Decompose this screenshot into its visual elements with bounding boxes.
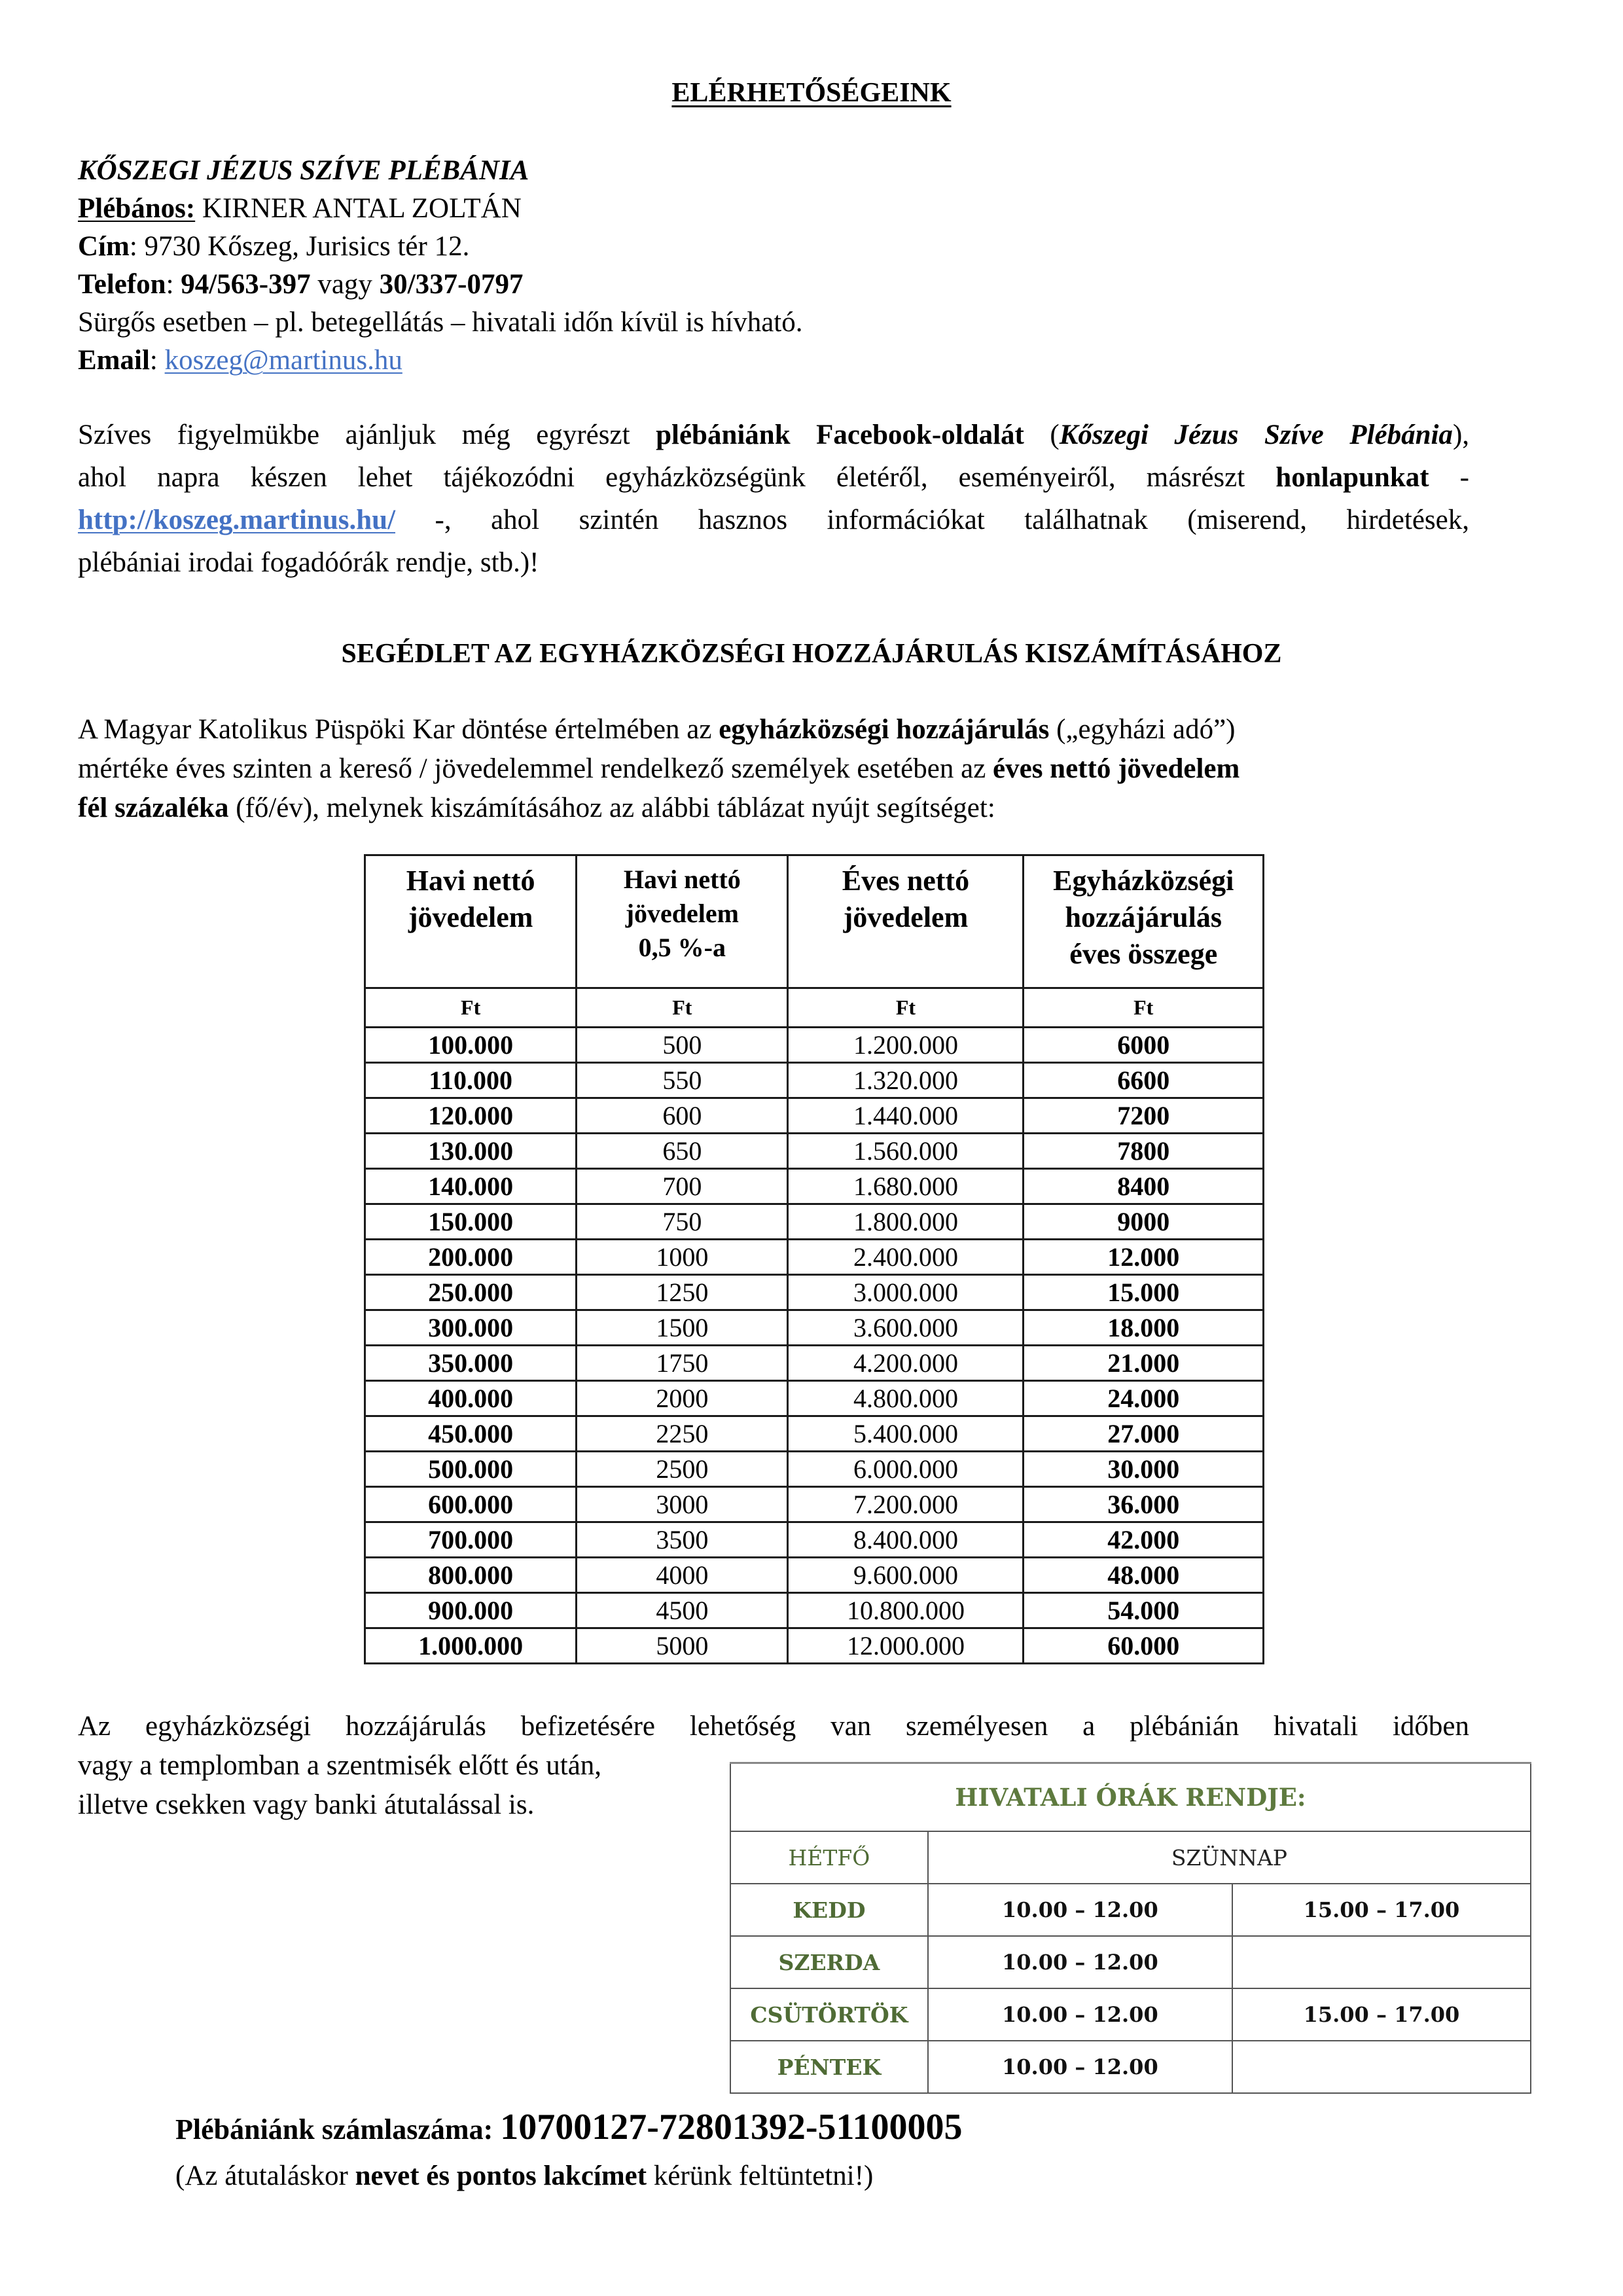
monthly-net-cell: 450.000 [365, 1416, 577, 1452]
contribution-cell: 48.000 [1024, 1558, 1264, 1593]
email-link[interactable]: koszeg@martinus.hu [164, 345, 402, 376]
contribution-cell: 27.000 [1024, 1416, 1264, 1452]
annual-net-cell: 3.000.000 [788, 1275, 1024, 1310]
office-row-wednesday: SZERDA 10.00 – 12.00 [730, 1936, 1531, 1988]
office-hours-title: HIVATALI ÓRÁK RENDJE: [730, 1763, 1531, 1832]
contribution-cell: 6600 [1024, 1063, 1264, 1098]
monthly-net-cell: 800.000 [365, 1558, 577, 1593]
office-hours-table [730, 1762, 1531, 2094]
contribution-cell: 8400 [1024, 1169, 1264, 1204]
annual-net-cell: 1.800.000 [788, 1204, 1024, 1240]
contribution-cell: 15.000 [1024, 1275, 1264, 1310]
half-percent-cell: 3500 [577, 1522, 788, 1558]
annual-net-cell: 5.400.000 [788, 1416, 1024, 1452]
contribution-cell: 6000 [1024, 1028, 1264, 1063]
website-link[interactable]: http://koszeg.martinus.hu/ [78, 505, 396, 535]
office-row-thursday: CSÜTÖRTÖK 10.00 – 12.00 15.00 – 17.00 [730, 1988, 1531, 2041]
table-row [365, 1558, 1264, 1593]
annual-net-cell: 9.600.000 [788, 1558, 1024, 1593]
contribution-cell: 7200 [1024, 1098, 1264, 1134]
contribution-cell: 18.000 [1024, 1310, 1264, 1346]
payment-paragraph: Az egyházközségi hozzájárulás befizetésére lehetőség van személyesen a plébánián hivatali időben vagy a templomban a szentmisék előtt és után, illetve csekken vagy banki átutalással is. [78, 1711, 1469, 1820]
table-row [365, 1628, 1264, 1664]
annual-net-cell: 4.800.000 [788, 1381, 1024, 1416]
table-row [365, 1204, 1264, 1240]
annual-net-cell: 1.320.000 [788, 1063, 1024, 1098]
contribution-cell: 12.000 [1024, 1240, 1264, 1275]
contribution-cell: 60.000 [1024, 1628, 1264, 1664]
office-row-friday: PÉNTEK 10.00 – 12.00 [730, 2041, 1531, 2093]
table-row [365, 1028, 1264, 1063]
half-percent-cell: 650 [577, 1134, 788, 1169]
monthly-net-cell: 900.000 [365, 1593, 577, 1628]
info-paragraph: Szíves figyelmükbe ajánljuk még egyrészt plébániánk Facebook-oldalát (Kőszegi Jézus Szíve Plébánia), ahol napra készen lehet tájékozódni egyházközségünk életéről, eseményeiről, másrészt honlapunkat - http://koszeg.martinus.hu/ -, ahol szintén hasznos információkat találhatnak (miserend, hirdetések, plébániai irodai fogadóórák rendje, stb.)! [78, 420, 1470, 578]
table-row [365, 1416, 1264, 1452]
annual-net-cell: 1.200.000 [788, 1028, 1024, 1063]
annual-net-cell: 1.680.000 [788, 1169, 1024, 1204]
transfer-note: (Az átutaláskor nevet és pontos lakcímet kérünk feltüntetni!) [175, 2161, 874, 2191]
table-row [365, 1063, 1264, 1098]
contribution-cell: 30.000 [1024, 1452, 1264, 1487]
annual-net-cell: 4.200.000 [788, 1346, 1024, 1381]
contribution-cell: 42.000 [1024, 1522, 1264, 1558]
annual-net-cell: 7.200.000 [788, 1487, 1024, 1522]
half-percent-cell: 2000 [577, 1381, 788, 1416]
half-percent-cell: 5000 [577, 1628, 788, 1664]
half-percent-cell: 1250 [577, 1275, 788, 1310]
calc-heading: SEGÉDLET AZ EGYHÁZKÖZSÉGI HOZZÁJÁRULÁS KISZÁMÍTÁSÁHOZ [341, 639, 1282, 669]
address-line: Cím: 9730 Kőszeg, Jurisics tér 12. [78, 231, 470, 262]
contact-block [78, 152, 802, 380]
monthly-net-cell: 700.000 [365, 1522, 577, 1558]
priest-line: Plébános: KIRNER ANTAL ZOLTÁN [78, 193, 522, 224]
urgent-note: Sürgős esetben – pl. betegellátás – hivatali időn kívül is hívható. [78, 307, 803, 338]
table-row [365, 1381, 1264, 1416]
half-percent-cell: 2500 [577, 1452, 788, 1487]
col-header-annual-net: Éves nettó jövedelem [788, 855, 1024, 988]
contribution-cell: 36.000 [1024, 1487, 1264, 1522]
half-percent-cell: 1750 [577, 1346, 788, 1381]
contribution-cell: 54.000 [1024, 1593, 1264, 1628]
monthly-net-cell: 130.000 [365, 1134, 577, 1169]
phone-2[interactable]: 30/337-0797 [379, 269, 524, 300]
monthly-net-cell: 140.000 [365, 1169, 577, 1204]
half-percent-cell: 500 [577, 1028, 788, 1063]
half-percent-cell: 1000 [577, 1240, 788, 1275]
monthly-net-cell: 100.000 [365, 1028, 577, 1063]
table-row [365, 1452, 1264, 1487]
annual-net-cell: 8.400.000 [788, 1522, 1024, 1558]
monthly-net-cell: 110.000 [365, 1063, 577, 1098]
monthly-net-cell: 300.000 [365, 1310, 577, 1346]
half-percent-cell: 4000 [577, 1558, 788, 1593]
half-percent-cell: 550 [577, 1063, 788, 1098]
annual-net-cell: 10.800.000 [788, 1593, 1024, 1628]
unit-row: Ft Ft Ft Ft [365, 988, 1264, 1028]
annual-net-cell: 2.400.000 [788, 1240, 1024, 1275]
table-row [365, 1275, 1264, 1310]
col-header-contribution: Egyházközségi hozzájárulás éves összege [1024, 855, 1264, 988]
table-row [365, 1169, 1264, 1204]
monthly-net-cell: 400.000 [365, 1381, 577, 1416]
table-header-row [365, 855, 1264, 988]
phone-1[interactable]: 94/563-397 [181, 269, 311, 300]
col-header-half-percent: Havi nettó jövedelem 0,5 %-a [577, 855, 788, 988]
half-percent-cell: 1500 [577, 1310, 788, 1346]
contribution-cell: 7800 [1024, 1134, 1264, 1169]
annual-net-cell: 3.600.000 [788, 1310, 1024, 1346]
parish-name: KŐSZEGI JÉZUS SZÍVE PLÉBÁNIA [78, 155, 529, 186]
annual-net-cell: 12.000.000 [788, 1628, 1024, 1664]
bank-account: Plébániánk számlaszáma: 10700127-72801392-51100005 [175, 2107, 963, 2147]
table-row [365, 1522, 1264, 1558]
contacts-heading: ELÉRHETŐSÉGEINK [671, 78, 952, 108]
table-row [365, 1134, 1264, 1169]
col-header-monthly-net: Havi nettó jövedelem [365, 855, 577, 988]
half-percent-cell: 4500 [577, 1593, 788, 1628]
contribution-cell: 24.000 [1024, 1381, 1264, 1416]
table-row [365, 1487, 1264, 1522]
half-percent-cell: 750 [577, 1204, 788, 1240]
monthly-net-cell: 150.000 [365, 1204, 577, 1240]
account-number: 10700127-72801392-51100005 [500, 2107, 963, 2147]
annual-net-cell: 1.560.000 [788, 1134, 1024, 1169]
monthly-net-cell: 120.000 [365, 1098, 577, 1134]
annual-net-cell: 1.440.000 [788, 1098, 1024, 1134]
table-row [365, 1098, 1264, 1134]
email-line: Email: koszeg@martinus.hu [78, 345, 402, 376]
office-row-tuesday: KEDD 10.00 – 12.00 15.00 – 17.00 [730, 1884, 1531, 1936]
table-row [365, 1310, 1264, 1346]
table-row [365, 1346, 1264, 1381]
monthly-net-cell: 500.000 [365, 1452, 577, 1487]
contribution-table [364, 854, 1264, 1664]
phone-line: Telefon: 94/563-397 vagy 30/337-0797 [78, 269, 524, 300]
contribution-cell: 21.000 [1024, 1346, 1264, 1381]
half-percent-cell: 3000 [577, 1487, 788, 1522]
calc-paragraph: A Magyar Katolikus Püspöki Kar döntése értelmében az egyházközségi hozzájárulás („egyházi adó”) mértéke éves szinten a kereső / jövedelemmel rendelkező személyek esetében az éves nettó jövedelem fél százaléka (fő/év), melynek kiszámításához az alábbi táblázat nyújt segítséget: [78, 714, 1240, 823]
contribution-cell: 9000 [1024, 1204, 1264, 1240]
monthly-net-cell: 200.000 [365, 1240, 577, 1275]
monthly-net-cell: 1.000.000 [365, 1628, 577, 1664]
monthly-net-cell: 250.000 [365, 1275, 577, 1310]
half-percent-cell: 600 [577, 1098, 788, 1134]
office-row-monday: HÉTFŐ SZÜNNAP [730, 1831, 1531, 1884]
annual-net-cell: 6.000.000 [788, 1452, 1024, 1487]
monthly-net-cell: 600.000 [365, 1487, 577, 1522]
monthly-net-cell: 350.000 [365, 1346, 577, 1381]
table-row [365, 1593, 1264, 1628]
table-row [365, 1240, 1264, 1275]
half-percent-cell: 2250 [577, 1416, 788, 1452]
half-percent-cell: 700 [577, 1169, 788, 1204]
